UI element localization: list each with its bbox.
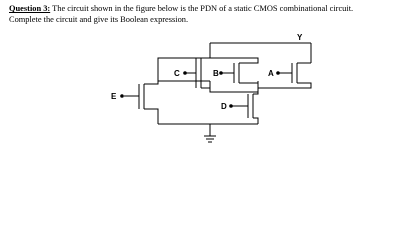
input-label-a: A	[268, 69, 274, 78]
input-label-e: E	[111, 92, 117, 101]
transistor-a	[258, 63, 311, 88]
input-dot-b	[219, 71, 223, 75]
input-dot-d	[229, 104, 233, 108]
output-label-y: Y	[297, 33, 303, 42]
question-number: Question 3:	[9, 4, 51, 13]
input-label-d: D	[221, 102, 227, 111]
input-label-b: B	[213, 69, 219, 78]
input-dot-c	[183, 71, 187, 75]
input-dot-a	[276, 71, 280, 75]
transistor-c	[186, 58, 210, 88]
question-line-2: Complete the circuit and give its Boolean expression.	[9, 15, 189, 24]
question-statement: The circuit shown in the figure below is the PDN of a static CMOS combinational circuit.	[52, 4, 354, 13]
input-label-c: C	[174, 69, 180, 78]
transistor-e	[124, 58, 210, 124]
input-dot-e	[120, 94, 124, 98]
transistor-d	[231, 92, 258, 124]
middle-node-wire	[210, 88, 258, 92]
ground-icon	[204, 136, 216, 142]
